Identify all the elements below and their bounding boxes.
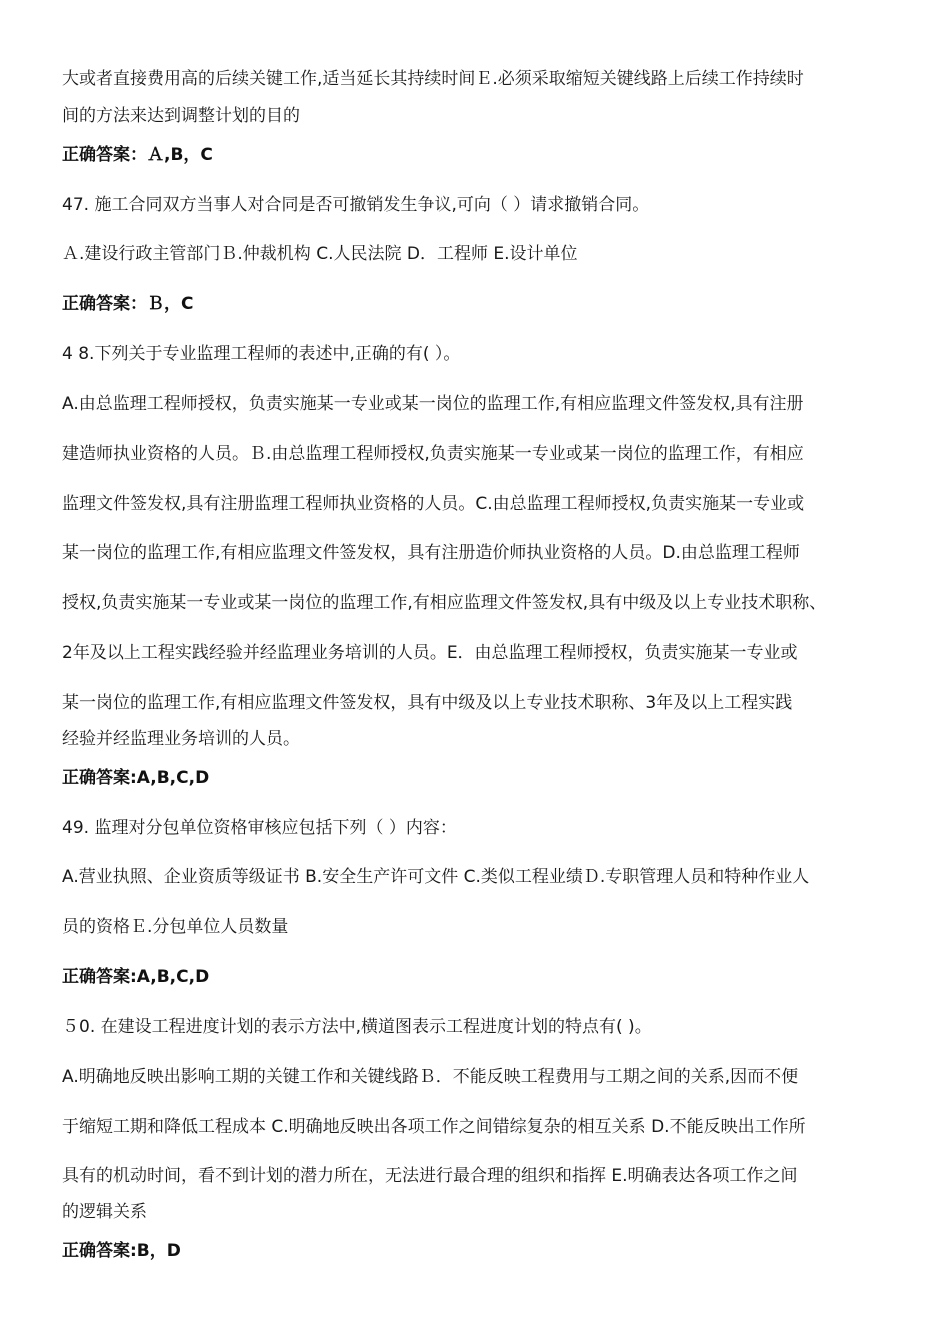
q50-options-line-1: A.明确地反映出影响工期的关键工作和关键线路Ｂ．不能反映工程费用与工期之间的关系,因而不便 <box>62 1067 799 1087</box>
q46-continuation-line-1: 大或者直接费用高的后续关键工作,适当延长其持续时间Ｅ.必须采取缩短关键线路上后续工作持续时 <box>62 69 804 89</box>
q47-options: Ａ.建设行政主管部门Ｂ.仲裁机构 C.人民法院 D．工程师 E.设计单位 <box>62 244 578 264</box>
q49-stem: 49. 监理对分包单位资格审核应包括下列（ ）内容： <box>62 818 457 838</box>
q48-answer: 正确答案:A,B,C,D <box>62 768 210 788</box>
q47-answer: 正确答案：Ｂ，C <box>62 294 194 314</box>
q46-answer: 正确答案：Ａ,B，C <box>62 145 213 165</box>
q48-options-line-2: 建造师执业资格的人员。Ｂ.由总监理工程师授权,负责实施某一专业或某一岗位的监理工作，有相应 <box>62 444 804 464</box>
q50-options-line-3: 具有的机动时间，看不到计划的潜力所在，无法进行最合理的组织和指挥 E.明确表达各项工作之间 <box>62 1166 798 1186</box>
q49-options-line-2: 员的资格Ｅ.分包单位人员数量 <box>62 917 289 937</box>
q50-options-line-4: 的逻辑关系 <box>62 1202 147 1222</box>
q49-options-line-1: A.营业执照、企业资质等级证书 B.安全生产许可文件 C.类似工程业绩Ｄ.专职管理人员和特种作业人 <box>62 867 810 887</box>
q48-options-line-6: 2年及以上工程实践经验并经监理业务培训的人员。E．由总监理工程师授权，负责实施某一专业或 <box>62 643 798 663</box>
q48-options-line-8: 经验并经监理业务培训的人员。 <box>62 729 300 749</box>
q47-stem: 47. 施工合同双方当事人对合同是否可撤销发生争议,可向（ ）请求撤销合同。 <box>62 195 650 215</box>
q50-options-line-2: 于缩短工期和降低工程成本 C.明确地反映出各项工作之间错综复杂的相互关系 D.不能反映出工作所 <box>62 1117 806 1137</box>
q48-stem: 4 8.下列关于专业监理工程师的表述中,正确的有( ）。 <box>62 344 461 364</box>
q48-options-line-7: 某一岗位的监理工作,有相应监理文件签发权，具有中级及以上专业技术职称、3年及以上工程实践 <box>62 693 793 713</box>
q50-stem: ５0. 在建设工程进度计划的表示方法中,横道图表示工程进度计划的特点有( )。 <box>62 1017 652 1037</box>
q48-options-line-3: 监理文件签发权,具有注册监理工程师执业资格的人员。C.由总监理工程师授权,负责实施某一专业或 <box>62 494 805 514</box>
q46-continuation-line-2: 间的方法来达到调整计划的目的 <box>62 106 300 126</box>
q49-answer: 正确答案:A,B,C,D <box>62 967 210 987</box>
q48-options-line-5: 授权,负责实施某一专业或某一岗位的监理工作,有相应监理文件签发权,具有中级及以上专业技术职称、 <box>62 593 827 613</box>
q48-options-line-1: A.由总监理工程师授权，负责实施某一专业或某一岗位的监理工作,有相应监理文件签发权,具有注册 <box>62 394 804 414</box>
q48-options-line-4: 某一岗位的监理工作,有相应监理文件签发权，具有注册造价师执业资格的人员。D.由总监理工程师 <box>62 543 800 563</box>
q50-answer: 正确答案:B，D <box>62 1241 181 1261</box>
